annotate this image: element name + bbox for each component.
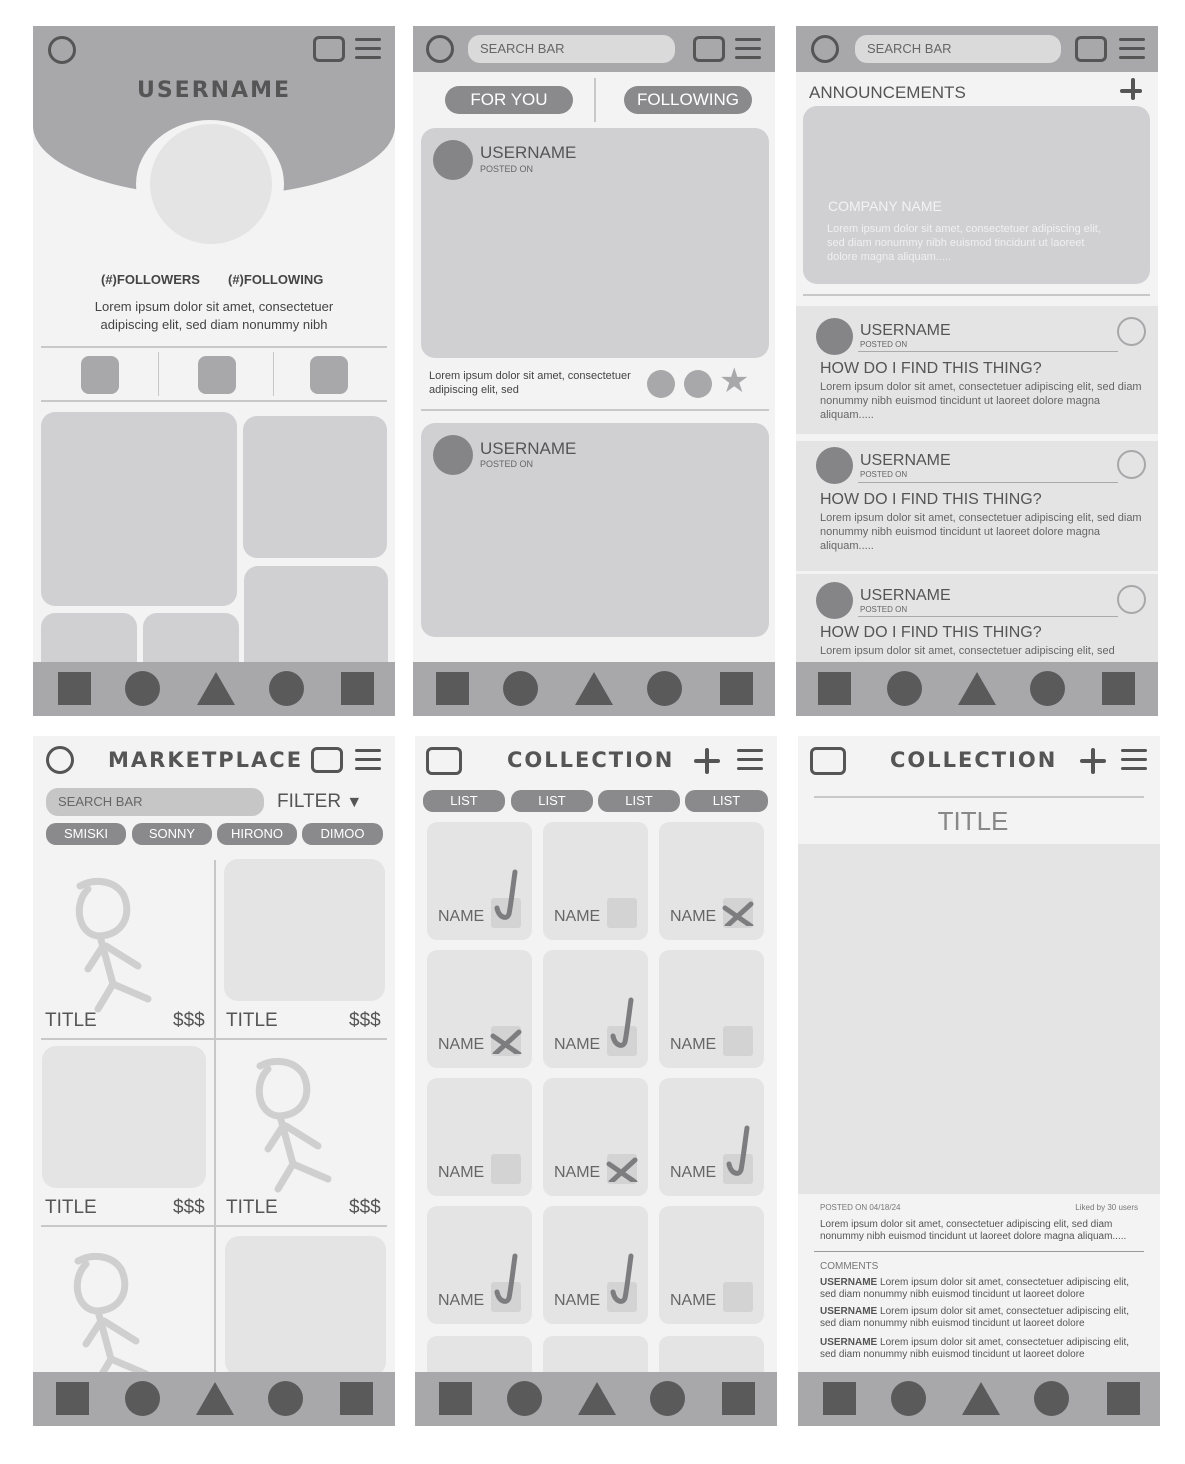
checkmark-icon bbox=[601, 1250, 645, 1310]
item-name: NAME bbox=[554, 908, 601, 925]
nav-circle-icon[interactable] bbox=[887, 671, 922, 706]
figurine-sketch[interactable] bbox=[68, 874, 178, 1014]
nav-square-icon[interactable] bbox=[1102, 672, 1135, 705]
comment bbox=[820, 1277, 1140, 1301]
search-input[interactable]: SEARCH BAR bbox=[468, 35, 675, 63]
messages-icon[interactable] bbox=[313, 36, 345, 62]
post-card[interactable] bbox=[421, 128, 769, 358]
grid-divider bbox=[214, 860, 216, 1380]
item-name: NAME bbox=[554, 1036, 601, 1053]
nav-triangle-icon[interactable] bbox=[578, 1382, 616, 1415]
profile-menu-icon[interactable] bbox=[811, 35, 839, 63]
owned-checkbox[interactable] bbox=[723, 1282, 753, 1312]
question-title[interactable]: HOW DO I FIND THIS THING? bbox=[820, 360, 1042, 377]
bottom-nav bbox=[33, 662, 395, 716]
collection-item[interactable] bbox=[427, 950, 532, 1068]
item-name: NAME bbox=[438, 1036, 485, 1053]
avatar[interactable] bbox=[816, 318, 853, 355]
question-date: POSTED ON bbox=[860, 470, 908, 479]
item-title[interactable]: TITLE bbox=[45, 1010, 97, 1031]
comment-text: Lorem ipsum dolor sit amet, consectetuer adipiscing elit, sed diam nonummy nibh euismod tincidunt ut laoreet dolore bbox=[820, 1337, 1130, 1360]
filter-button[interactable] bbox=[277, 791, 362, 813]
nav-triangle-icon[interactable] bbox=[575, 672, 613, 705]
list-tab[interactable]: LIST bbox=[685, 790, 768, 812]
comment bbox=[820, 1337, 1140, 1361]
messages-icon[interactable] bbox=[1075, 36, 1107, 62]
post-caption: Lorem ipsum dolor sit amet, consectetuer adipiscing elit, sed bbox=[429, 370, 631, 396]
nav-square-icon[interactable] bbox=[56, 1382, 89, 1415]
company-text: Lorem ipsum dolor sit amet, consectetuer adipiscing elit, sed diam nonummy nibh euismod tincidunt ut laoreet dolore magna aliquam..... bbox=[827, 223, 1101, 263]
page-title: USERNAME bbox=[136, 78, 292, 103]
item-name: NAME bbox=[438, 1164, 485, 1181]
hamburger-menu-icon[interactable] bbox=[1119, 38, 1145, 60]
cross-mark-icon bbox=[485, 994, 529, 1054]
item-price: $$$ bbox=[173, 1197, 205, 1218]
add-icon[interactable] bbox=[1080, 748, 1106, 774]
nav-circle-icon[interactable] bbox=[268, 1381, 303, 1416]
collection-detail-screen bbox=[798, 736, 1160, 1426]
page-title: MARKETPLACE bbox=[108, 748, 304, 772]
nav-square-icon[interactable] bbox=[1107, 1382, 1140, 1415]
star-icon[interactable]: ★ bbox=[719, 362, 750, 400]
like-icon[interactable] bbox=[647, 370, 675, 398]
divider bbox=[41, 1038, 387, 1040]
bio-text: Lorem ipsum dolor sit amet, consectetuer adipiscing elit, sed diam nonummy nibh bbox=[94, 299, 334, 332]
nav-circle-icon[interactable] bbox=[269, 671, 304, 706]
nav-circle-icon[interactable] bbox=[503, 671, 538, 706]
nav-circle-icon[interactable] bbox=[125, 1381, 160, 1416]
question-username[interactable]: USERNAME bbox=[860, 587, 951, 604]
item-image[interactable] bbox=[798, 844, 1160, 1194]
question-body: Lorem ipsum dolor sit amet, consectetuer adipiscing elit, sed bbox=[820, 645, 1115, 657]
post-date: POSTED ON bbox=[480, 459, 534, 469]
comment-username[interactable]: USERNAME bbox=[820, 1277, 878, 1288]
collection-item[interactable] bbox=[659, 950, 764, 1068]
item-price: $$$ bbox=[173, 1010, 205, 1031]
company-name: COMPANY NAME bbox=[828, 198, 942, 214]
nav-circle-icon[interactable] bbox=[647, 671, 682, 706]
hamburger-menu-icon[interactable] bbox=[1121, 749, 1147, 771]
underline bbox=[858, 351, 1118, 352]
comment-text: Lorem ipsum dolor sit amet, consectetuer adipiscing elit, sed diam nonummy nibh euismod tincidunt ut laoreet dolore bbox=[820, 1277, 1130, 1300]
profile-menu-icon[interactable] bbox=[46, 746, 74, 774]
question-date: POSTED ON bbox=[860, 340, 908, 349]
nav-triangle-icon[interactable] bbox=[958, 672, 996, 705]
avatar-image bbox=[150, 124, 272, 244]
item-name: NAME bbox=[670, 908, 717, 925]
collection-item[interactable] bbox=[427, 1206, 532, 1324]
tab-button-3[interactable] bbox=[310, 356, 348, 394]
search-input[interactable]: SEARCH BAR bbox=[46, 788, 264, 816]
followers-count[interactable]: (#)FOLLOWERS bbox=[101, 272, 200, 287]
underline bbox=[858, 482, 1118, 483]
feed-screen bbox=[413, 26, 775, 716]
divider bbox=[41, 1225, 387, 1227]
category-chip[interactable]: SMISKI bbox=[46, 823, 126, 845]
collection-item[interactable] bbox=[427, 822, 532, 940]
question-body: Lorem ipsum dolor sit amet, consectetuer adipiscing elit, sed diam nonummy nibh euismod tincidunt ut laoreet dolore magna aliquam..... bbox=[820, 512, 1142, 552]
item-title[interactable]: TITLE bbox=[226, 1197, 278, 1218]
item-image[interactable] bbox=[224, 859, 385, 1001]
tab-for-you[interactable]: FOR YOU bbox=[445, 86, 573, 114]
page-title: COLLECTION bbox=[507, 748, 675, 772]
add-icon[interactable] bbox=[694, 748, 720, 774]
announcements-label: ANNOUNCEMENTS bbox=[809, 83, 966, 102]
bottom-nav bbox=[413, 662, 775, 716]
comment-icon[interactable] bbox=[684, 370, 712, 398]
item-price: $$$ bbox=[349, 1197, 381, 1218]
nav-square-icon[interactable] bbox=[722, 1382, 755, 1415]
nav-square-icon[interactable] bbox=[436, 672, 469, 705]
tab-separator bbox=[273, 352, 274, 396]
profile-screen bbox=[33, 26, 395, 716]
nav-circle-icon[interactable] bbox=[1034, 1381, 1069, 1416]
owned-checkbox[interactable] bbox=[723, 1026, 753, 1056]
item-name: NAME bbox=[438, 1292, 485, 1309]
category-chip[interactable]: SONNY bbox=[132, 823, 212, 845]
divider bbox=[41, 400, 387, 402]
filter-dropdown-icon: ▼ bbox=[346, 794, 363, 811]
collection-item[interactable] bbox=[659, 1078, 764, 1196]
save-toggle[interactable] bbox=[1117, 317, 1146, 346]
bottom-nav bbox=[798, 1372, 1160, 1426]
avatar[interactable] bbox=[816, 447, 853, 484]
figurine-sketch[interactable] bbox=[248, 1054, 358, 1194]
question-date: POSTED ON bbox=[860, 605, 908, 614]
bottom-nav bbox=[796, 662, 1158, 716]
nav-square-icon[interactable] bbox=[341, 672, 374, 705]
forum-screen bbox=[796, 26, 1158, 716]
messages-icon[interactable] bbox=[693, 36, 725, 62]
post-username[interactable]: USERNAME bbox=[480, 143, 577, 162]
item-name: NAME bbox=[554, 1164, 601, 1181]
item-description: Lorem ipsum dolor sit amet, consectetuer adipiscing elit, sed diam nonummy nibh euismod tincidunt ut laoreet dolore magna aliquam..... bbox=[820, 1219, 1127, 1242]
bottom-nav bbox=[33, 1372, 395, 1426]
nav-circle-icon[interactable] bbox=[1030, 671, 1065, 706]
cross-mark-icon bbox=[601, 1122, 645, 1182]
nav-triangle-icon[interactable] bbox=[197, 672, 235, 705]
tab-following[interactable]: FOLLOWING bbox=[624, 86, 752, 114]
grid-post[interactable] bbox=[41, 412, 237, 606]
question-title[interactable]: HOW DO I FIND THIS THING? bbox=[820, 491, 1042, 508]
collection-item[interactable] bbox=[543, 822, 648, 940]
nav-square-icon[interactable] bbox=[58, 672, 91, 705]
hamburger-menu-icon[interactable] bbox=[355, 749, 381, 771]
tab-separator bbox=[594, 78, 596, 122]
avatar[interactable] bbox=[816, 582, 853, 619]
question-username[interactable]: USERNAME bbox=[860, 452, 951, 469]
tab-button-1[interactable] bbox=[81, 356, 119, 394]
checkmark-icon bbox=[717, 1122, 761, 1182]
back-icon[interactable] bbox=[426, 747, 462, 775]
nav-square-icon[interactable] bbox=[818, 672, 851, 705]
nav-circle-icon[interactable] bbox=[125, 671, 160, 706]
avatar[interactable] bbox=[433, 140, 473, 180]
profile-menu-icon[interactable] bbox=[426, 35, 454, 63]
nav-triangle-icon[interactable] bbox=[962, 1382, 1000, 1415]
nav-square-icon[interactable] bbox=[823, 1382, 856, 1415]
nav-circle-icon[interactable] bbox=[507, 1381, 542, 1416]
list-tab[interactable]: LIST bbox=[423, 790, 505, 812]
checkmark-icon bbox=[485, 1250, 529, 1310]
list-tab[interactable]: LIST bbox=[511, 790, 593, 812]
nav-triangle-icon[interactable] bbox=[196, 1382, 234, 1415]
item-image[interactable] bbox=[42, 1046, 206, 1188]
figurine-sketch[interactable] bbox=[66, 1249, 176, 1379]
checkmark-icon bbox=[485, 866, 529, 926]
comment bbox=[820, 1306, 1140, 1330]
question-title[interactable]: HOW DO I FIND THIS THING? bbox=[820, 624, 1042, 641]
collection-item[interactable] bbox=[427, 1078, 532, 1196]
item-price: $$$ bbox=[349, 1010, 381, 1031]
divider bbox=[803, 294, 1150, 296]
category-chip[interactable]: DIMOO bbox=[302, 823, 383, 845]
tab-separator bbox=[158, 352, 159, 396]
nav-circle-icon[interactable] bbox=[650, 1381, 685, 1416]
item-name: NAME bbox=[670, 1036, 717, 1053]
collection-item[interactable] bbox=[543, 1206, 648, 1324]
profile-menu-icon[interactable] bbox=[48, 36, 76, 64]
collection-item[interactable] bbox=[659, 822, 764, 940]
category-chip[interactable]: HIRONO bbox=[217, 823, 297, 845]
page-title: COLLECTION bbox=[890, 748, 1058, 772]
comment-text: Lorem ipsum dolor sit amet, consectetuer adipiscing elit, sed diam nonummy nibh euismod tincidunt ut laoreet dolore bbox=[820, 1306, 1130, 1329]
divider bbox=[41, 346, 387, 348]
divider bbox=[421, 409, 769, 411]
back-icon[interactable] bbox=[810, 747, 846, 775]
item-name: NAME bbox=[670, 1164, 717, 1181]
post-card[interactable] bbox=[421, 423, 769, 637]
item-title[interactable]: TITLE bbox=[226, 1010, 278, 1031]
item-name: NAME bbox=[554, 1292, 601, 1309]
list-tab[interactable]: LIST bbox=[598, 790, 680, 812]
nav-square-icon[interactable] bbox=[720, 672, 753, 705]
hamburger-menu-icon[interactable] bbox=[355, 38, 381, 60]
item-image[interactable] bbox=[225, 1236, 386, 1376]
save-toggle[interactable] bbox=[1117, 450, 1146, 479]
marketplace-screen bbox=[33, 736, 395, 1426]
posted-date: POSTED ON 04/18/24 bbox=[820, 1203, 901, 1212]
owned-checkbox[interactable] bbox=[607, 898, 637, 928]
bottom-nav bbox=[415, 1372, 777, 1426]
question-username[interactable]: USERNAME bbox=[860, 322, 951, 339]
hamburger-menu-icon[interactable] bbox=[735, 38, 761, 60]
collection-item[interactable] bbox=[543, 950, 648, 1068]
item-name: NAME bbox=[670, 1292, 717, 1309]
comment-username[interactable]: USERNAME bbox=[820, 1337, 878, 1348]
nav-square-icon[interactable] bbox=[340, 1382, 373, 1415]
avatar[interactable] bbox=[433, 435, 473, 475]
comment-username[interactable]: USERNAME bbox=[820, 1306, 878, 1317]
add-icon[interactable] bbox=[1120, 78, 1142, 100]
collection-screen bbox=[415, 736, 777, 1426]
search-input[interactable]: SEARCH BAR bbox=[855, 35, 1061, 63]
item-title[interactable]: TITLE bbox=[45, 1197, 97, 1218]
grid-post[interactable] bbox=[243, 416, 387, 558]
divider bbox=[814, 1251, 1144, 1252]
tab-button-2[interactable] bbox=[198, 356, 236, 394]
likes-count[interactable]: Liked by 30 users bbox=[1075, 1203, 1138, 1212]
owned-checkbox[interactable] bbox=[491, 1154, 521, 1184]
filter-label: FILTER bbox=[277, 791, 342, 812]
item-title: TITLE bbox=[937, 806, 1009, 836]
item-name: NAME bbox=[438, 908, 485, 925]
comments-label: COMMENTS bbox=[820, 1261, 879, 1272]
collection-item[interactable] bbox=[659, 1206, 764, 1324]
post-date: POSTED ON bbox=[480, 164, 534, 174]
save-toggle[interactable] bbox=[1117, 585, 1146, 614]
checkmark-icon bbox=[601, 994, 645, 1054]
messages-icon[interactable] bbox=[311, 747, 343, 773]
question-body: Lorem ipsum dolor sit amet, consectetuer adipiscing elit, sed diam nonummy nibh euismod tincidunt ut laoreet dolore magna aliquam..... bbox=[820, 381, 1142, 421]
divider bbox=[814, 796, 1144, 798]
nav-square-icon[interactable] bbox=[439, 1382, 472, 1415]
nav-circle-icon[interactable] bbox=[891, 1381, 926, 1416]
cross-mark-icon bbox=[717, 866, 761, 926]
underline bbox=[858, 616, 1118, 617]
collection-item[interactable] bbox=[543, 1078, 648, 1196]
following-count[interactable]: (#)FOLLOWING bbox=[228, 272, 324, 287]
post-username[interactable]: USERNAME bbox=[480, 439, 577, 458]
hamburger-menu-icon[interactable] bbox=[737, 749, 763, 771]
